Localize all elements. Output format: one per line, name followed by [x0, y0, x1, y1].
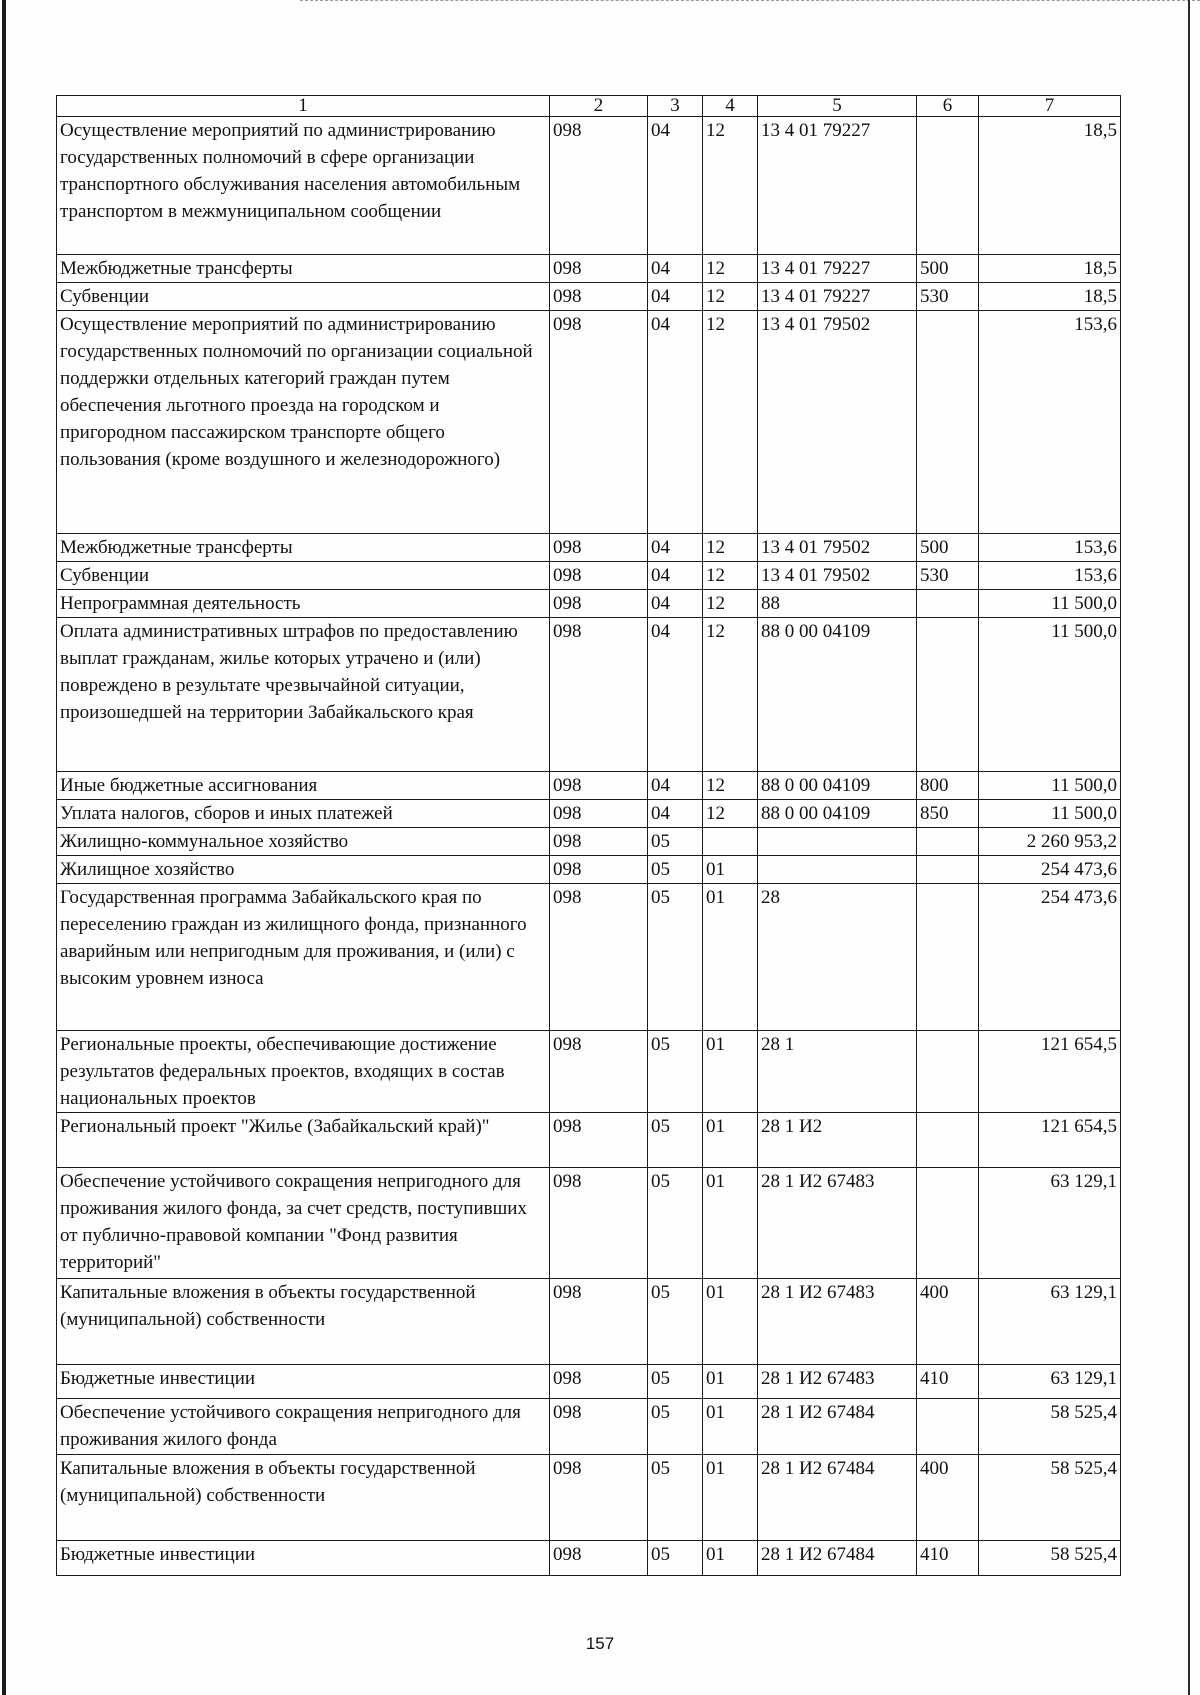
row-csr-cell — [758, 856, 917, 884]
row-sum-cell: 58 525,4 — [979, 1399, 1121, 1455]
row-rz-cell: 05 — [648, 856, 703, 884]
row-name-cell: Непрограммная деятельность — [57, 590, 550, 618]
row-csr-cell: 28 1 И2 67483 — [758, 1365, 917, 1399]
row-gr-cell: 098 — [550, 117, 648, 255]
header-cell-7: 7 — [979, 96, 1121, 117]
row-name-cell: Межбюджетные трансферты — [57, 255, 550, 283]
row-sum-cell: 63 129,1 — [979, 1168, 1121, 1279]
row-sum-cell: 63 129,1 — [979, 1365, 1121, 1399]
row-rz-cell: 05 — [648, 1455, 703, 1541]
row-rz-cell: 04 — [648, 255, 703, 283]
table-row — [57, 562, 1121, 590]
row-rz-cell: 04 — [648, 590, 703, 618]
row-rz-cell: 05 — [648, 1113, 703, 1168]
row-name-cell: Жилищно-коммунальное хозяйство — [57, 828, 550, 856]
row-gr-cell: 098 — [550, 255, 648, 283]
row-csr-cell: 28 1 И2 67483 — [758, 1168, 917, 1279]
row-name-cell: Бюджетные инвестиции — [57, 1365, 550, 1399]
table-row — [57, 800, 1121, 828]
row-gr-cell: 098 — [550, 828, 648, 856]
row-name-cell: Иные бюджетные ассигнования — [57, 772, 550, 800]
row-vr-cell: 400 — [917, 1279, 979, 1365]
row-name-cell: Межбюджетные трансферты — [57, 534, 550, 562]
row-sum-cell: 58 525,4 — [979, 1455, 1121, 1541]
row-name-cell: Субвенции — [57, 283, 550, 311]
row-rz-cell: 04 — [648, 283, 703, 311]
row-sum-cell: 18,5 — [979, 117, 1121, 255]
row-csr-cell: 13 4 01 79227 — [758, 255, 917, 283]
row-gr-cell: 098 — [550, 590, 648, 618]
row-csr-cell: 88 0 00 04109 — [758, 618, 917, 772]
row-pr-cell: 12 — [703, 772, 758, 800]
budget-table — [56, 95, 1121, 1576]
row-vr-cell: 410 — [917, 1541, 979, 1576]
row-rz-cell: 04 — [648, 772, 703, 800]
row-csr-cell: 28 1 И2 — [758, 1113, 917, 1168]
row-vr-cell — [917, 856, 979, 884]
table-row — [57, 856, 1121, 884]
row-pr-cell: 01 — [703, 1279, 758, 1365]
row-gr-cell: 098 — [550, 311, 648, 534]
row-sum-cell: 18,5 — [979, 255, 1121, 283]
row-vr-cell — [917, 1113, 979, 1168]
table-row — [57, 1399, 1121, 1455]
row-vr-cell — [917, 618, 979, 772]
header-cell-4: 4 — [703, 96, 758, 117]
row-rz-cell: 05 — [648, 884, 703, 1031]
scan-top-noise — [300, 0, 1200, 3]
row-rz-cell: 05 — [648, 1365, 703, 1399]
row-vr-cell — [917, 1031, 979, 1113]
row-name-cell: Осуществление мероприятий по администрированию государственных полномочий по организации социальной поддержки отдельных категорий граждан путем обеспечения льготного проезда на городском и пригородном пассажирском транспорте общего пользования (кроме воздушного и железнодорожного) — [57, 311, 550, 534]
row-pr-cell: 12 — [703, 562, 758, 590]
row-vr-cell — [917, 828, 979, 856]
row-gr-cell: 098 — [550, 1031, 648, 1113]
row-vr-cell: 410 — [917, 1365, 979, 1399]
row-rz-cell: 04 — [648, 800, 703, 828]
row-sum-cell: 153,6 — [979, 311, 1121, 534]
table-row — [57, 828, 1121, 856]
table-row — [57, 1541, 1121, 1576]
table-row — [57, 1031, 1121, 1113]
table-row — [57, 534, 1121, 562]
row-vr-cell — [917, 1168, 979, 1279]
row-name-cell: Региональный проект "Жилье (Забайкальский край)" — [57, 1113, 550, 1168]
row-vr-cell: 500 — [917, 255, 979, 283]
row-rz-cell: 04 — [648, 117, 703, 255]
header-cell-2: 2 — [550, 96, 648, 117]
row-vr-cell — [917, 311, 979, 534]
row-gr-cell: 098 — [550, 856, 648, 884]
row-vr-cell — [917, 1399, 979, 1455]
table-row — [57, 117, 1121, 255]
table-row — [57, 618, 1121, 772]
row-name-cell: Уплата налогов, сборов и иных платежей — [57, 800, 550, 828]
row-rz-cell: 04 — [648, 618, 703, 772]
row-name-cell: Капитальные вложения в объекты государственной (муниципальной) собственности — [57, 1279, 550, 1365]
row-gr-cell: 098 — [550, 1168, 648, 1279]
table-row — [57, 772, 1121, 800]
row-gr-cell: 098 — [550, 1399, 648, 1455]
header-cell-1: 1 — [57, 96, 550, 117]
row-rz-cell: 05 — [648, 1168, 703, 1279]
row-sum-cell: 11 500,0 — [979, 800, 1121, 828]
row-pr-cell: 01 — [703, 1168, 758, 1279]
row-pr-cell: 01 — [703, 1365, 758, 1399]
row-gr-cell: 098 — [550, 562, 648, 590]
row-sum-cell: 2 260 953,2 — [979, 828, 1121, 856]
row-sum-cell: 11 500,0 — [979, 618, 1121, 772]
row-sum-cell: 11 500,0 — [979, 772, 1121, 800]
header-cell-6: 6 — [917, 96, 979, 117]
row-name-cell: Осуществление мероприятий по администрированию государственных полномочий в сфере организации транспортного обслуживания населения автомобильным транспортом в межмуниципальном сообщении — [57, 117, 550, 255]
header-cell-5: 5 — [758, 96, 917, 117]
row-sum-cell: 254 473,6 — [979, 856, 1121, 884]
row-vr-cell: 400 — [917, 1455, 979, 1541]
row-csr-cell: 88 — [758, 590, 917, 618]
row-gr-cell: 098 — [550, 800, 648, 828]
row-vr-cell: 530 — [917, 283, 979, 311]
row-name-cell: Государственная программа Забайкальского края по переселению граждан из жилищного фонда, признанного аварийным или непригодным для проживания, и (или) с высоким уровнем износа — [57, 884, 550, 1031]
column-numbers-header — [57, 96, 1121, 117]
row-vr-cell — [917, 117, 979, 255]
row-pr-cell: 01 — [703, 1399, 758, 1455]
row-pr-cell: 12 — [703, 534, 758, 562]
row-pr-cell: 12 — [703, 618, 758, 772]
row-gr-cell: 098 — [550, 1365, 648, 1399]
row-gr-cell: 098 — [550, 772, 648, 800]
row-csr-cell: 13 4 01 79227 — [758, 283, 917, 311]
row-sum-cell: 153,6 — [979, 534, 1121, 562]
row-name-cell: Оплата административных штрафов по предоставлению выплат гражданам, жилье которых утрачено и (или) повреждено в результате чрезвычайной ситуации, произошедшей на территории Забайкальского края — [57, 618, 550, 772]
row-pr-cell: 12 — [703, 311, 758, 534]
row-csr-cell: 28 1 И2 67484 — [758, 1399, 917, 1455]
row-gr-cell: 098 — [550, 618, 648, 772]
row-rz-cell: 04 — [648, 562, 703, 590]
row-csr-cell — [758, 828, 917, 856]
row-csr-cell: 13 4 01 79502 — [758, 562, 917, 590]
table-body — [57, 117, 1121, 1576]
header-cell-3: 3 — [648, 96, 703, 117]
row-name-cell: Бюджетные инвестиции — [57, 1541, 550, 1576]
row-gr-cell: 098 — [550, 1541, 648, 1576]
row-rz-cell: 05 — [648, 1031, 703, 1113]
scan-right-edge — [1188, 0, 1190, 1695]
row-csr-cell: 28 1 — [758, 1031, 917, 1113]
row-name-cell: Капитальные вложения в объекты государственной (муниципальной) собственности — [57, 1455, 550, 1541]
row-csr-cell: 13 4 01 79502 — [758, 311, 917, 534]
row-vr-cell: 500 — [917, 534, 979, 562]
row-pr-cell: 12 — [703, 283, 758, 311]
row-pr-cell: 01 — [703, 884, 758, 1031]
row-rz-cell: 05 — [648, 1279, 703, 1365]
row-vr-cell — [917, 590, 979, 618]
row-gr-cell: 098 — [550, 534, 648, 562]
row-gr-cell: 098 — [550, 1279, 648, 1365]
row-vr-cell: 850 — [917, 800, 979, 828]
row-gr-cell: 098 — [550, 283, 648, 311]
table-row — [57, 884, 1121, 1031]
row-pr-cell: 12 — [703, 117, 758, 255]
table-row — [57, 1168, 1121, 1279]
table-row — [57, 590, 1121, 618]
table-row — [57, 1279, 1121, 1365]
row-rz-cell: 05 — [648, 1541, 703, 1576]
row-vr-cell: 800 — [917, 772, 979, 800]
table-row — [57, 1113, 1121, 1168]
row-csr-cell: 88 0 00 04109 — [758, 800, 917, 828]
row-pr-cell: 01 — [703, 856, 758, 884]
row-sum-cell: 58 525,4 — [979, 1541, 1121, 1576]
row-rz-cell: 04 — [648, 311, 703, 534]
row-pr-cell: 12 — [703, 255, 758, 283]
table-row — [57, 255, 1121, 283]
row-csr-cell: 28 1 И2 67484 — [758, 1541, 917, 1576]
row-csr-cell: 13 4 01 79227 — [758, 117, 917, 255]
row-name-cell: Субвенции — [57, 562, 550, 590]
row-vr-cell — [917, 884, 979, 1031]
row-csr-cell: 28 — [758, 884, 917, 1031]
row-vr-cell: 530 — [917, 562, 979, 590]
row-pr-cell — [703, 828, 758, 856]
row-sum-cell: 63 129,1 — [979, 1279, 1121, 1365]
row-gr-cell: 098 — [550, 1113, 648, 1168]
row-sum-cell: 254 473,6 — [979, 884, 1121, 1031]
row-name-cell: Обеспечение устойчивого сокращения непригодного для проживания жилого фонда, за счет средств, поступивших от публично-правовой компании "Фонд развития территорий" — [57, 1168, 550, 1279]
row-pr-cell: 01 — [703, 1541, 758, 1576]
table-row — [57, 1365, 1121, 1399]
page-number: 157 — [585, 1634, 615, 1653]
table-row — [57, 283, 1121, 311]
row-gr-cell: 098 — [550, 1455, 648, 1541]
row-csr-cell: 28 1 И2 67484 — [758, 1455, 917, 1541]
row-sum-cell: 11 500,0 — [979, 590, 1121, 618]
table-row — [57, 1455, 1121, 1541]
row-sum-cell: 153,6 — [979, 562, 1121, 590]
row-pr-cell: 12 — [703, 590, 758, 618]
row-sum-cell: 121 654,5 — [979, 1031, 1121, 1113]
row-pr-cell: 01 — [703, 1455, 758, 1541]
row-csr-cell: 13 4 01 79502 — [758, 534, 917, 562]
row-rz-cell: 04 — [648, 534, 703, 562]
row-pr-cell: 01 — [703, 1031, 758, 1113]
row-rz-cell: 05 — [648, 1399, 703, 1455]
row-pr-cell: 01 — [703, 1113, 758, 1168]
row-name-cell: Жилищное хозяйство — [57, 856, 550, 884]
row-name-cell: Региональные проекты, обеспечивающие достижение результатов федеральных проектов, входящих в состав национальных проектов — [57, 1031, 550, 1113]
header-row — [57, 96, 1121, 117]
scan-left-edge — [2, 0, 6, 1695]
row-csr-cell: 88 0 00 04109 — [758, 772, 917, 800]
row-sum-cell: 121 654,5 — [979, 1113, 1121, 1168]
row-pr-cell: 12 — [703, 800, 758, 828]
row-gr-cell: 098 — [550, 884, 648, 1031]
row-rz-cell: 05 — [648, 828, 703, 856]
row-csr-cell: 28 1 И2 67483 — [758, 1279, 917, 1365]
row-sum-cell: 18,5 — [979, 283, 1121, 311]
row-name-cell: Обеспечение устойчивого сокращения непригодного для проживания жилого фонда — [57, 1399, 550, 1455]
table-row — [57, 311, 1121, 534]
